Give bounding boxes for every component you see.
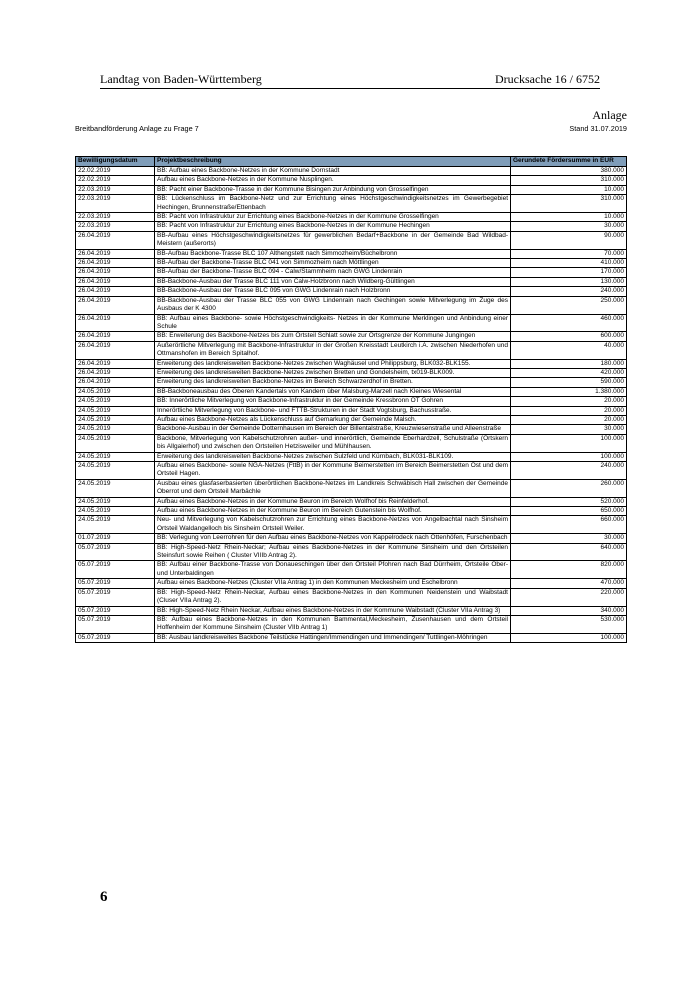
cell-date: 26.04.2019: [76, 368, 155, 377]
cell-amount: 340.000: [511, 606, 627, 615]
cell-description: Aufbau eines Backbone-Netzes in der Kommune Nusplingen.: [155, 176, 511, 185]
column-header-description: Projektbeschreibung: [155, 157, 511, 167]
cell-description: BB: Aufbau eines Backbone-Netzes in den Kommunen Bammental,Meckesheim, Zusenhausen und dem Ortsteil Hoffenheim der Kommune Sinsheim (Cluster VIIb Antrag 1): [155, 615, 511, 633]
cell-date: 26.04.2019: [76, 231, 155, 249]
cell-description: Erweiterung des landkreisweiten Backbone-Netzes zwischen Sulzfeld und Kürnbach, BLK031-BLK109.: [155, 452, 511, 461]
cell-description: BB-Backbone-Ausbau der Trasse BLC 055 von GWG Lindenrain nach Gechingen sowie Mitverlegung im Zuge des Ausbaus der K 4300: [155, 296, 511, 314]
table-row: [76, 543, 627, 561]
cell-date: 22.03.2019: [76, 195, 155, 213]
table-row: [76, 497, 627, 506]
cell-amount: 520.000: [511, 497, 627, 506]
table-row: [76, 359, 627, 368]
table-row: [76, 368, 627, 377]
cell-date: 24.05.2019: [76, 452, 155, 461]
cell-description: BB: Erweiterung des Backbone-Netzes bis zum Ortsteil Schlatt sowie zur Ortsgrenze der Kommune Jungingen: [155, 332, 511, 341]
cell-amount: 420.000: [511, 368, 627, 377]
cell-description: BB-Backbone-Ausbau der Trasse BLC 111 von Calw-Holzbronn nach Wildberg-Gültlingen: [155, 277, 511, 286]
table-row: [76, 185, 627, 194]
column-header-amount: Gerundete Fördersumme in EUR: [511, 157, 627, 167]
cell-date: 22.03.2019: [76, 222, 155, 231]
cell-amount: 600.000: [511, 332, 627, 341]
cell-amount: 10.000: [511, 185, 627, 194]
cell-date: 24.05.2019: [76, 406, 155, 415]
cell-description: Innerörtliche Mitverlegung von Backbone- und FTTB-Strukturen in der Stadt Vogtsburg, Bachusstraße.: [155, 406, 511, 415]
cell-amount: 640.000: [511, 543, 627, 561]
table-row: [76, 314, 627, 332]
table-header: [76, 157, 627, 167]
cell-date: 26.04.2019: [76, 296, 155, 314]
table-row: [76, 387, 627, 396]
table-row: [76, 176, 627, 185]
header-left-text: Landtag von Baden-Württemberg: [100, 72, 262, 86]
cell-date: 22.02.2019: [76, 176, 155, 185]
table-row: [76, 167, 627, 176]
table-row: [76, 222, 627, 231]
table-row: [76, 287, 627, 296]
cell-amount: 30.000: [511, 222, 627, 231]
cell-description: BB-Aufbau eines Höchstgeschwindigkeitsnetzes für gewerblichen Bedarf+Backbone in der Gemeinde Bad Wildbad-Meistern (außerorts): [155, 231, 511, 249]
cell-description: BB-Aufbau der Backbone-Trasse BLC 094 - Calw/Stammheim nach GWG Lindenrain: [155, 268, 511, 277]
cell-description: Backbone, Mitverlegung von Kabelschutzrohren außer- und innerörtlich, Gemeinde Eberhardzell, Schulstraße (Ortskern bis Allgaierhof) und zwischen den Ortsteilen Hetzisweiler und Mühlhausen.: [155, 434, 511, 452]
table-body: [76, 167, 627, 643]
cell-amount: 530.000: [511, 615, 627, 633]
cell-date: 05.07.2019: [76, 543, 155, 561]
table-row: [76, 397, 627, 406]
cell-amount: 250.000: [511, 296, 627, 314]
funding-table: [75, 156, 627, 643]
cell-description: BB: Ausbau landkreisweites Backbone Teilstücke Hattingen/Immendingen und Immendingen/ Tuttlingen-Möhringen: [155, 633, 511, 642]
cell-description: BB: High-Speed-Netz Rhein Neckar, Aufbau eines Backbone-Netzes in der Kommune Waibstadt (Cluster VIIa Antrag 3): [155, 606, 511, 615]
table-row: [76, 434, 627, 452]
cell-description: BB-Aufbau Backbone-Trasse BLC 107 Althengstett nach Simmozheim/Büchelbronn: [155, 249, 511, 258]
cell-date: 26.04.2019: [76, 341, 155, 359]
table-row: [76, 534, 627, 543]
table-row: [76, 462, 627, 480]
cell-date: 24.05.2019: [76, 507, 155, 516]
table-row: [76, 452, 627, 461]
table-row: [76, 579, 627, 588]
cell-amount: 130.000: [511, 277, 627, 286]
cell-amount: 30.000: [511, 425, 627, 434]
cell-date: 24.05.2019: [76, 497, 155, 506]
cell-description: BB: Pacht von Infrastruktur zur Errichtung eines Backbone-Netzes in der Kommune Hechingen: [155, 222, 511, 231]
table-row: [76, 268, 627, 277]
cell-description: BB: Aufbau eines Backbone- sowie Höchstgeschwindigkeits- Netzes in der Kommune Merklingen und Anbindung einer Schule: [155, 314, 511, 332]
cell-amount: 100.000: [511, 633, 627, 642]
table-row: [76, 406, 627, 415]
cell-amount: 380.000: [511, 167, 627, 176]
table-row: [76, 479, 627, 497]
table-row: [76, 516, 627, 534]
cell-description: Außerörtliche Mitverlegung mit Backbone-Infrastruktur in der Großen Kreisstadt Leutkirch i.A. zwischen Niederhofen und Ottmanshofen im Bereich Spitalhof.: [155, 341, 511, 359]
cell-description: Aufbau eines Backbone-Netzes als Lückenschluss auf Gemarkung der Gemeinde Malsch.: [155, 415, 511, 424]
column-header-date: Bewilligungsdatum: [76, 157, 155, 167]
cell-amount: 20.000: [511, 415, 627, 424]
cell-date: 05.07.2019: [76, 588, 155, 606]
cell-amount: 660.000: [511, 516, 627, 534]
cell-date: 24.05.2019: [76, 425, 155, 434]
table-row: [76, 341, 627, 359]
cell-date: 24.05.2019: [76, 479, 155, 497]
table-row: [76, 615, 627, 633]
cell-date: 05.07.2019: [76, 633, 155, 642]
table-row: [76, 606, 627, 615]
cell-description: Erweiterung des landkreisweiten Backbone-Netzes zwischen Waghäusel und Philippsburg, BLK032-BLK155.: [155, 359, 511, 368]
cell-date: 26.04.2019: [76, 314, 155, 332]
table-row: [76, 588, 627, 606]
cell-amount: 240.000: [511, 462, 627, 480]
cell-amount: 220.000: [511, 588, 627, 606]
cell-amount: 310.000: [511, 195, 627, 213]
cell-date: 24.05.2019: [76, 397, 155, 406]
cell-amount: 180.000: [511, 359, 627, 368]
cell-date: 05.07.2019: [76, 606, 155, 615]
cell-date: 26.04.2019: [76, 359, 155, 368]
table-row: [76, 507, 627, 516]
table-row: [76, 561, 627, 579]
table-row: [76, 259, 627, 268]
page-number: 6: [100, 889, 108, 905]
cell-amount: 100.000: [511, 452, 627, 461]
table-row: [76, 633, 627, 642]
cell-amount: 310.000: [511, 176, 627, 185]
table-row: [76, 213, 627, 222]
cell-description: Erweiterung des landkreisweiten Backbone-Netzes zwischen Bretten und Gondelsheim, tx019-BLK009.: [155, 368, 511, 377]
cell-amount: 240.000: [511, 287, 627, 296]
cell-amount: 590.000: [511, 378, 627, 387]
cell-description: Aufbau eines Backbone-Netzes in der Kommune Beuron im Bereich Wolfhof bis Reinfelderhof.: [155, 497, 511, 506]
cell-date: 24.05.2019: [76, 434, 155, 452]
cell-description: BB-Backbone-Ausbau der Trasse BLC 095 von GWG Lindenrain nach Holzbronn: [155, 287, 511, 296]
cell-date: 26.04.2019: [76, 332, 155, 341]
cell-date: 01.07.2019: [76, 534, 155, 543]
cell-date: 05.07.2019: [76, 579, 155, 588]
cell-description: Aufbau eines Backbone-Netzes (Cluster VIIa Antrag 1) in den Kommunen Meckesheim und Eschelbronn: [155, 579, 511, 588]
cell-description: BB: High-Speed-Netz Rhein-Neckar, Aufbau eines Backbone-Netzes in den Kommunen Neidenstein und Waibstadt (Cluser VIIa Antrag 2).: [155, 588, 511, 606]
table-row: [76, 231, 627, 249]
table-row: [76, 296, 627, 314]
cell-description: Ausbau eines glasfaserbasierten überörtlichen Backbone-Netzes im Landkreis Schwäbisch Hall zwischen der Gemeinde Oberrot und dem Ortsteil Marbächle: [155, 479, 511, 497]
cell-date: 24.05.2019: [76, 516, 155, 534]
cell-description: BB: High-Speed-Netz Rhein-Neckar; Aufbau eines Backbone-Netzes in der Kommune Sinsheim und den Ortsteilen Steinsfurt sowie Reihen ( Cluster VIIIb Antrag 2).: [155, 543, 511, 561]
cell-date: 22.03.2019: [76, 213, 155, 222]
cell-description: BB: Pacht von Infrastruktur zur Errichtung eines Backbone-Netzes in der Kommune Grosselfingen: [155, 213, 511, 222]
cell-amount: 460.000: [511, 314, 627, 332]
cell-description: BB: Verlegung von Leerrohren für den Aufbau eines Backbone-Netzes von Kappelrodeck nach Ottenhöfen, Furschenbach: [155, 534, 511, 543]
cell-date: 22.03.2019: [76, 185, 155, 194]
table-header-row: [76, 157, 627, 167]
cell-description: BB-Aufbau der Backbone-Trasse BLC 041 von Simmozheim nach Möttlingen: [155, 259, 511, 268]
table-row: [76, 425, 627, 434]
cell-date: 05.07.2019: [76, 561, 155, 579]
cell-description: Neu- und Mitverlegung von Kabelschutzrohren zur Errichtung eines Backbone-Netzes von Angelbachtal nach Sinsheim Ortsteil Waldangelloch bis Sinsheim Ortsteil Weiler.: [155, 516, 511, 534]
table-row: [76, 277, 627, 286]
cell-amount: 260.000: [511, 479, 627, 497]
cell-description: Aufbau eines Backbone-Netzes in der Kommune Beuron im Bereich Gutenstein bis Wolfhof.: [155, 507, 511, 516]
cell-date: 24.05.2019: [76, 387, 155, 396]
cell-amount: 10.000: [511, 213, 627, 222]
cell-date: 26.04.2019: [76, 287, 155, 296]
cell-amount: 40.000: [511, 341, 627, 359]
cell-amount: 100.000: [511, 434, 627, 452]
cell-date: 26.04.2019: [76, 378, 155, 387]
table-subtitle: Breitbandförderung Anlage zu Frage 7: [75, 124, 199, 133]
cell-description: BB: Pacht einer Backbone-Trasse in der Kommune Bisingen zur Anbindung von Grosselfingen: [155, 185, 511, 194]
cell-amount: 170.000: [511, 268, 627, 277]
cell-date: 26.04.2019: [76, 259, 155, 268]
table-row: [76, 195, 627, 213]
cell-amount: 20.000: [511, 397, 627, 406]
cell-date: 26.04.2019: [76, 249, 155, 258]
cell-amount: 820.000: [511, 561, 627, 579]
cell-amount: 90.000: [511, 231, 627, 249]
cell-amount: 410.000: [511, 259, 627, 268]
cell-date: 26.04.2019: [76, 268, 155, 277]
cell-date: 05.07.2019: [76, 615, 155, 633]
cell-date: 24.05.2019: [76, 462, 155, 480]
cell-amount: 650.000: [511, 507, 627, 516]
cell-description: Erweiterung des landkreisweiten Backbone-Netzes im Bereich Schwarzerdhof in Bretten.: [155, 378, 511, 387]
page-header: [100, 72, 600, 89]
cell-description: BB: Lückenschluss im Backbone-Netz und zur Errichtung eines Höchstgeschwindigkeitsnetzes im Gewerbegebiet Hechingen, Brunnenstraße/Ettenbach: [155, 195, 511, 213]
cell-description: BB: Aufbau eines Backbone-Netzes in der Kommune Dornstadt: [155, 167, 511, 176]
cell-description: BB-Backboneausbau des Oberen Kandertals von Kandern über Malsburg-Marzell nach Kleines Wiesental: [155, 387, 511, 396]
cell-amount: 70.000: [511, 249, 627, 258]
table-row: [76, 415, 627, 424]
cell-amount: 30.000: [511, 534, 627, 543]
cell-amount: 470.000: [511, 579, 627, 588]
table-row: [76, 332, 627, 341]
table-row: [76, 378, 627, 387]
cell-amount: 1.380.000: [511, 387, 627, 396]
anlage-label: Anlage: [592, 108, 627, 122]
stand-date: Stand 31.07.2019: [569, 124, 627, 133]
cell-description: BB: Aufbau einer Backbone-Trasse von Donaueschingen über den Ortsteil Pfohren nach Bad Dürrheim, Ortsteile Ober- und Unterbaldingen: [155, 561, 511, 579]
cell-date: 24.05.2019: [76, 415, 155, 424]
cell-date: 22.02.2019: [76, 167, 155, 176]
cell-date: 26.04.2019: [76, 277, 155, 286]
header-document-number: Drucksache 16 / 6752: [495, 72, 600, 86]
table-row: [76, 249, 627, 258]
cell-description: Backbone-Ausbau in der Gemeinde Dotternhausen im Bereich der Billentalstraße, Kreuzwiesenstraße und Alleenstraße: [155, 425, 511, 434]
cell-amount: 20.000: [511, 406, 627, 415]
cell-description: Aufbau eines Backbone- sowie NGA-Netzes (FttB) in der Kommune Beimerstetten im Bereich Beimerstetten Ost und dem Ortsteil Hagen.: [155, 462, 511, 480]
cell-description: BB: Innerörtliche Mitverlegung von Backbone-Infrastruktur in der Gemeinde Kressbronn OT Gohren: [155, 397, 511, 406]
